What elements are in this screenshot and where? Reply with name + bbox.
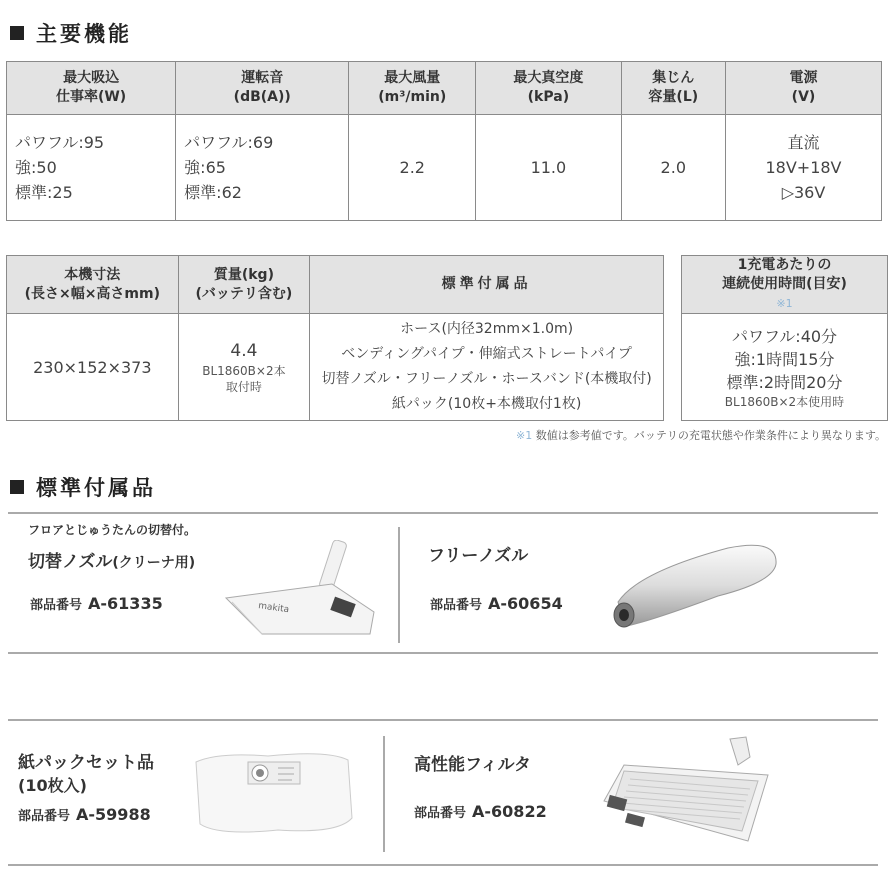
value-suction-power: パワフル:95 強:50 標準:25: [7, 115, 176, 221]
value-noise-level: パワフル:69 強:65 標準:62: [176, 115, 349, 221]
p4-name: 高性能フィルタ: [414, 755, 531, 775]
runtime-header-row: [682, 256, 888, 314]
divider-vertical-upper: [398, 527, 400, 643]
filter-image: [600, 735, 780, 850]
p2-name: フリーノズル: [428, 546, 529, 566]
value-dust-capacity: 2.0: [621, 115, 725, 221]
dimensions-header-row: [7, 256, 664, 314]
header-runtime: 1充電あたりの 連続使用時間(目安) ※1: [682, 256, 888, 314]
header-dust-capacity: 集じん 容量(L): [621, 62, 725, 115]
spec-table: [6, 61, 882, 221]
section-title: 標準付属品: [36, 476, 156, 500]
divider-top: [8, 512, 878, 514]
value-runtime: パワフル:40分 強:1時間15分 標準:2時間20分 BL1860B×2本使用時: [682, 314, 888, 421]
header-max-vacuum: 最大真空度 (kPa): [476, 62, 621, 115]
p1-part-number: 部品番号 A-61335: [30, 594, 163, 613]
header-dimensions: 本機寸法 (長さ×幅×高さmm): [7, 256, 179, 314]
mass-note: BL1860B×2本 取付時: [202, 364, 286, 394]
section-title: 主要機能: [36, 22, 132, 46]
square-bullet-icon: [10, 26, 24, 40]
divider-bottom: [8, 864, 878, 866]
divider-mid: [8, 652, 878, 654]
section-heading-main-functions: [10, 18, 132, 48]
free-nozzle-image: [608, 542, 783, 632]
value-power-source: 直流 18V+18V ▷36V: [725, 115, 881, 221]
value-accessories: ホース(内径32mm×1.0m) ベンディングパイプ・伸縮式ストレートパイプ 切替ノズル・フリーノズル・ホースバンド(本機取付) 紙パック(10枚+本機取付1枚): [310, 314, 664, 421]
header-max-suction-power: 最大吸込 仕事率(W): [7, 62, 176, 115]
value-airflow: 2.2: [349, 115, 476, 221]
header-max-airflow: 最大風量 (m³/min): [349, 62, 476, 115]
spec-header-row: [7, 62, 882, 115]
paper-pack-image: [188, 748, 358, 838]
spec-value-row: [7, 115, 882, 221]
header-standard-accessories: 標準付属品: [310, 256, 664, 314]
dimensions-value-row: [7, 314, 664, 421]
p2-part-number: 部品番号 A-60654: [430, 594, 563, 613]
footnote: ※1 数値は参考値です。バッテリの充電状態や作業条件により異なります。: [516, 429, 886, 442]
value-vacuum: 11.0: [476, 115, 621, 221]
header-power-source: 電源 (V): [725, 62, 881, 115]
square-bullet-icon: [10, 480, 24, 494]
value-dimensions: 230×152×373: [7, 314, 179, 421]
footnote-mark: ※1: [776, 297, 793, 310]
header-noise-level: 運転音 (dB(A)): [176, 62, 349, 115]
section-heading-accessories: [10, 472, 156, 502]
header-mass: 質量(kg) (バッテリ含む): [178, 256, 310, 314]
p3-part-number: 部品番号 A-59988: [18, 805, 151, 824]
value-mass-cell: [178, 314, 310, 421]
p3-name-line2: (10枚入): [18, 776, 87, 795]
p3-name: 紙パックセット品: [18, 753, 154, 773]
value-mass: 4.4: [230, 341, 258, 361]
switch-nozzle-image: [222, 540, 382, 640]
p1-name: 切替ノズル(クリーナ用): [28, 552, 196, 572]
p1-caption: フロアとじゅうたんの切替付。: [28, 523, 197, 537]
p4-part-number: 部品番号 A-60822: [414, 802, 547, 821]
dimensions-table: [6, 255, 664, 421]
runtime-table: [681, 255, 888, 421]
divider-vertical-lower: [383, 736, 385, 852]
svg-text:makita: makita: [257, 601, 290, 616]
runtime-value-row: [682, 314, 888, 421]
divider-lower: [8, 719, 878, 721]
